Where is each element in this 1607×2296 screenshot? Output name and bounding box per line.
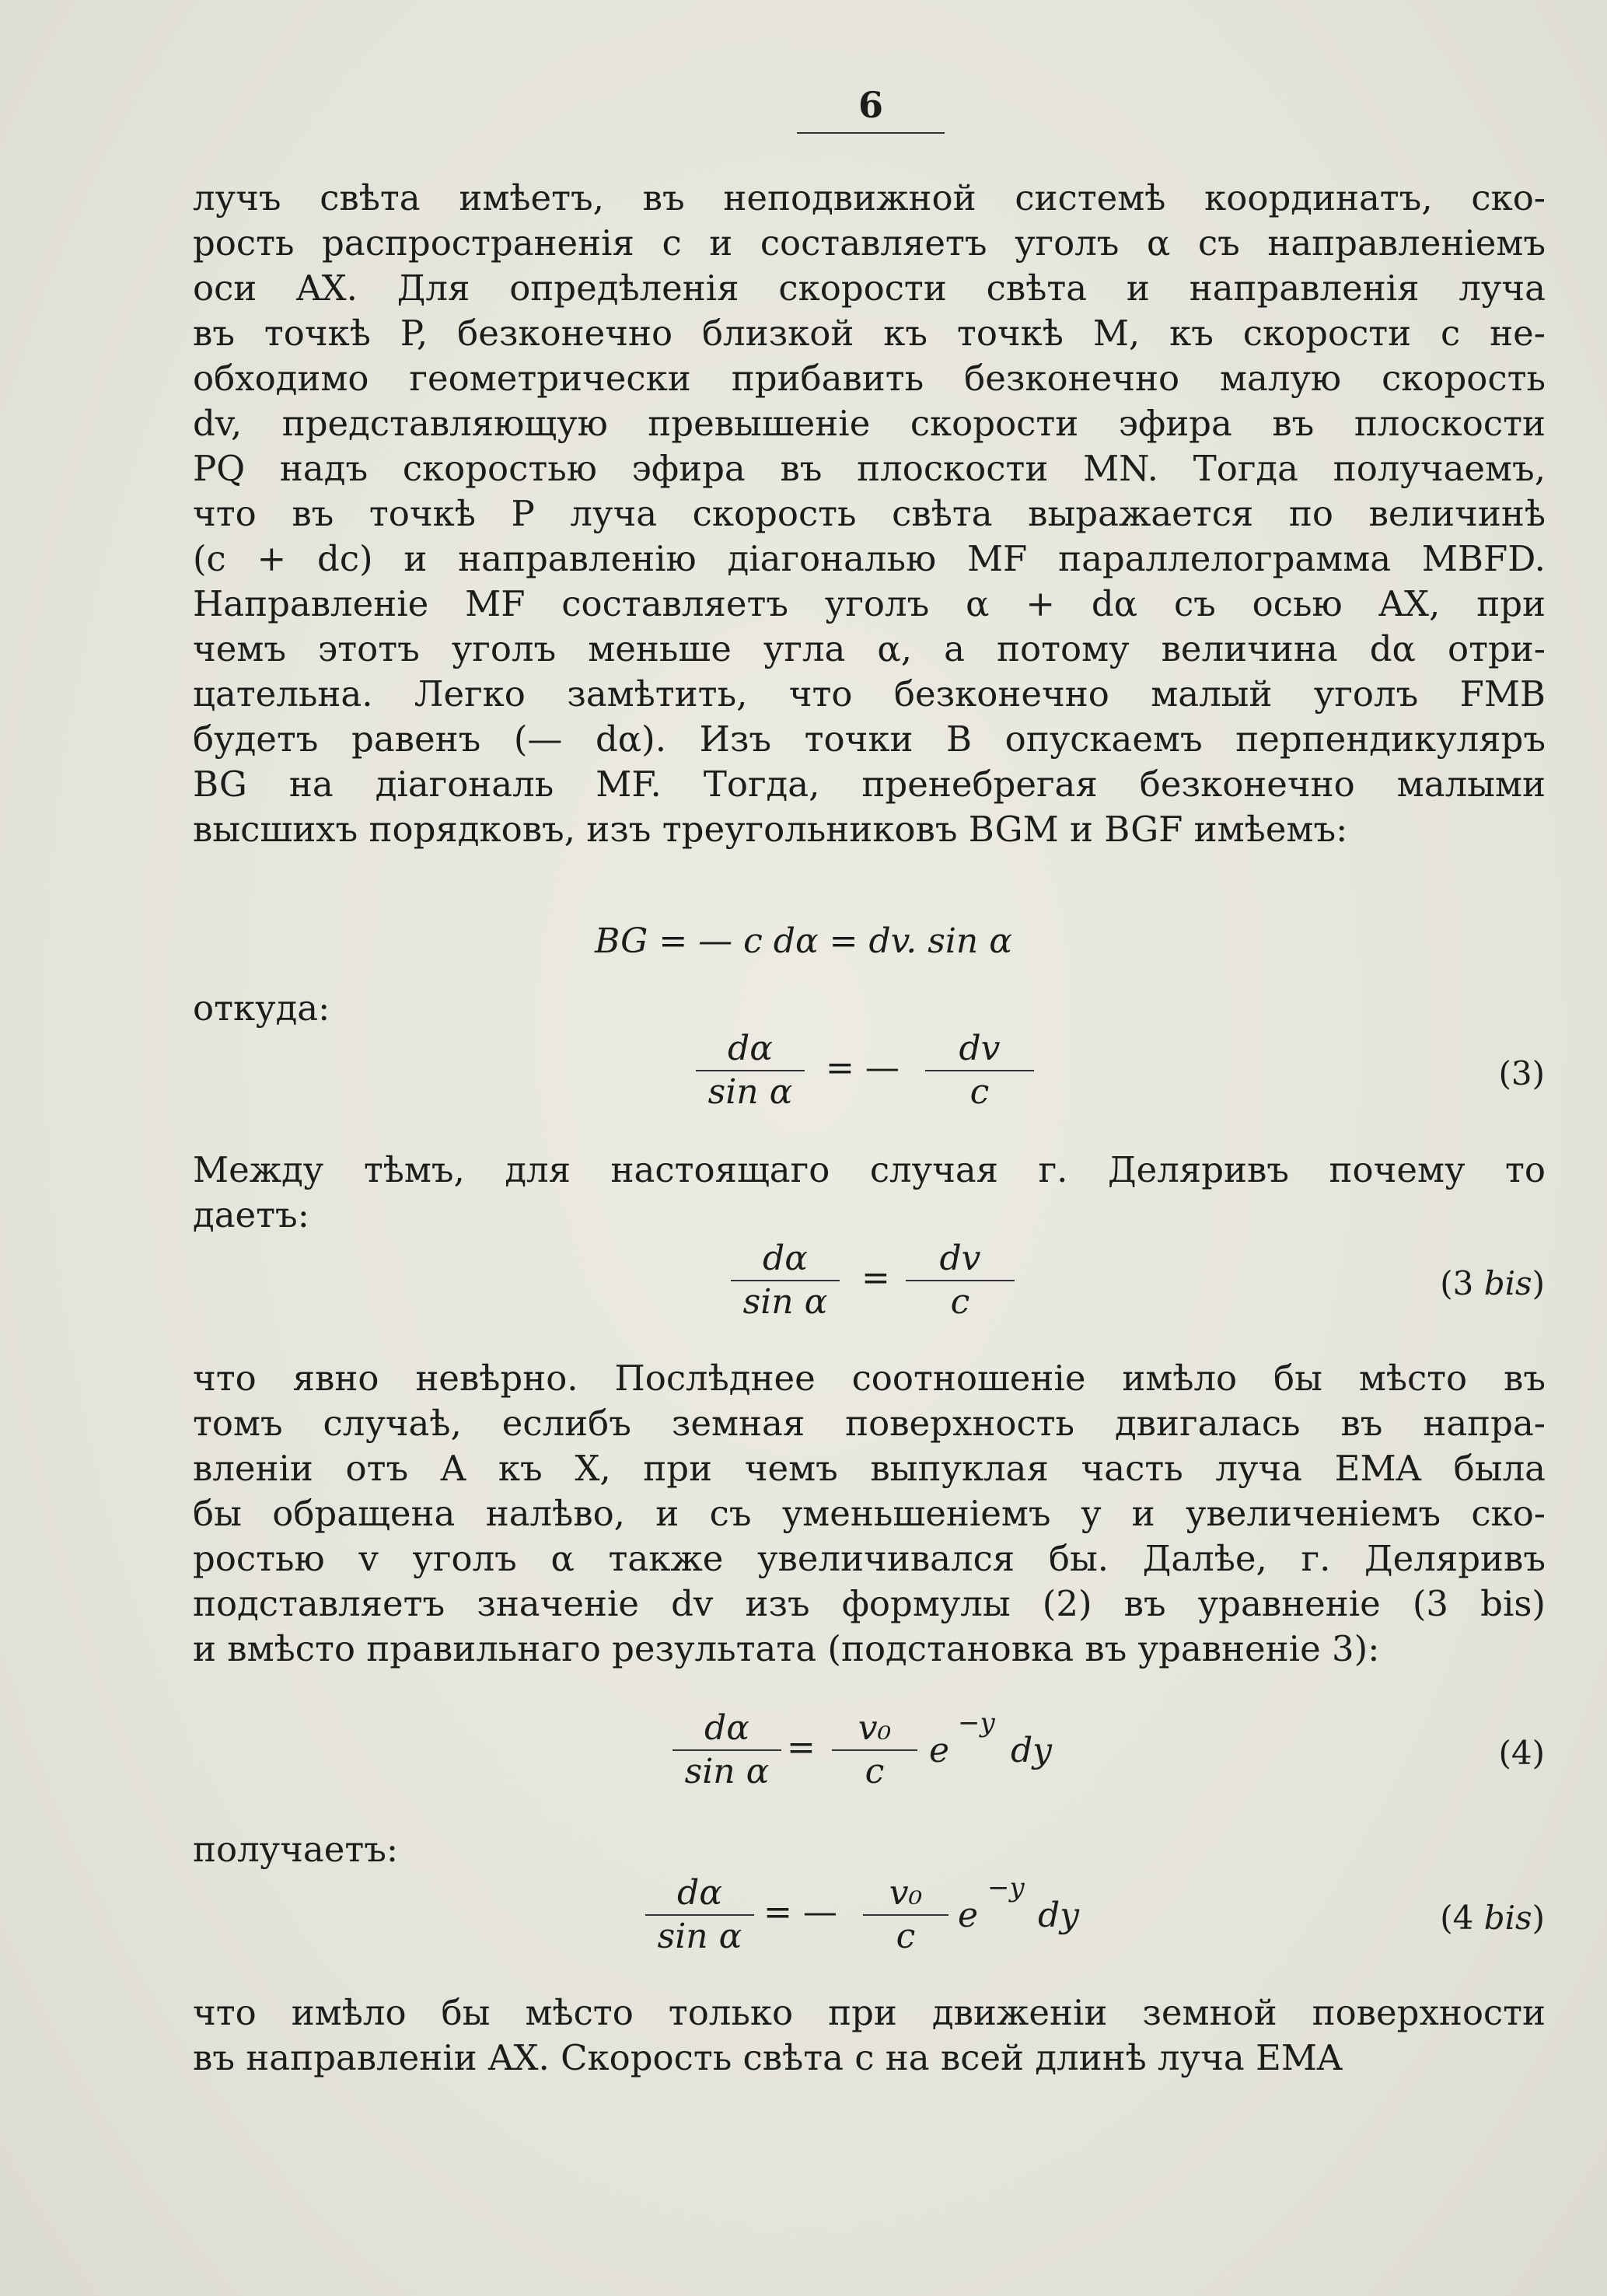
eq4bis-exp-base: e <box>958 1896 979 1935</box>
equation-3 <box>0 1028 1607 1129</box>
eq3bis-number: (3 bis) <box>1440 1264 1545 1302</box>
eq4-denominator-right: c <box>865 1752 885 1791</box>
eq4-right-fraction <box>832 1707 917 1793</box>
text-line: въ точкѣ P, безконечно близкой къ точкѣ M, къ скорости c не- <box>193 313 1546 354</box>
text-line: въ направленіи AX. Скорость свѣта c на всей длинѣ луча EMA <box>193 2037 1343 2078</box>
eq3bis-denominator-right: c <box>950 1282 970 1322</box>
eq3bis-left-fraction <box>731 1238 840 1323</box>
eq4-exponent: −y <box>958 1707 995 1739</box>
eq4bis-exponent: −y <box>987 1872 1025 1903</box>
paragraph-3 <box>193 1356 1546 1672</box>
text-line: бы обращена налѣво, и съ уменьшеніемъ y и увеличеніемъ ско- <box>193 1493 1546 1534</box>
text-line: чемъ этотъ уголъ меньше угла α, а потому величина dα отри- <box>193 628 1546 669</box>
eq4bis-number: (4 bis) <box>1440 1899 1545 1937</box>
text-line: цательна. Легко замѣтить, что безконечно малый уголъ FMB <box>193 673 1546 715</box>
text-line: подставляетъ значеніе dv изъ формулы (2) въ уравненіе (3 bis) <box>193 1583 1546 1624</box>
eq3-denominator-left: sin α <box>707 1072 793 1112</box>
text-line: даетъ: <box>193 1194 309 1235</box>
eq4bis-numerator-right: v₀ <box>889 1873 923 1913</box>
eq4bis-left-fraction <box>645 1872 754 1958</box>
text-line: и вмѣсто правильнаго результата (подстановка въ уравненіе 3): <box>193 1628 1380 1669</box>
eq4-numerator-left: dα <box>704 1708 749 1748</box>
text-line: Между тѣмъ, для настоящаго случая г. Деляривъ почему то <box>193 1149 1546 1190</box>
text-line: обходимо геометрически прибавить безконечно малую скорость <box>193 358 1546 399</box>
text-line: вленіи отъ A къ X, при чемъ выпуклая часть луча EMA была <box>193 1448 1546 1489</box>
paragraph-1 <box>193 176 1546 852</box>
eq3bis-numerator-right: dv <box>939 1239 981 1278</box>
eq4bis-denominator-left: sin α <box>657 1917 742 1956</box>
text-line: PQ надъ скоростью эфира въ плоскости MN. Тогда получаемъ, <box>193 448 1546 489</box>
text-line: высшихъ порядковъ, изъ треугольниковъ BGM и BGF имѣемъ: <box>193 809 1348 850</box>
eq3-numerator-left: dα <box>728 1029 773 1068</box>
label-otkuda: откуда: <box>193 987 330 1029</box>
equation-bg: BG = — c dα = dv. sin α <box>595 921 1012 961</box>
equation-3-bis <box>0 1238 1607 1339</box>
text-line: (c + dc) и направленію діагональю MF параллелограмма MBFD. <box>193 538 1546 579</box>
eq3bis-numerator-left: dα <box>763 1239 808 1278</box>
equation-4-bis <box>0 1872 1607 1973</box>
paragraph-4 <box>193 1990 1546 2081</box>
eq4-numerator-right: v₀ <box>858 1708 892 1748</box>
equation-4 <box>0 1707 1607 1808</box>
page-number-rule <box>797 132 945 134</box>
text-line: рость распространенія c и составляетъ уголъ α съ направленіемъ <box>193 222 1546 264</box>
text-line: BG на діагональ MF. Тогда, пренебрегая безконечно малыми <box>193 764 1546 805</box>
eq4bis-operator: = — <box>763 1892 837 1932</box>
eq3-numerator-right: dv <box>959 1029 1001 1068</box>
eq4-operator: = <box>787 1728 816 1767</box>
eq3-number: (3) <box>1498 1054 1545 1092</box>
text-line: что въ точкѣ P луча скорость свѣта выражается по величинѣ <box>193 493 1546 534</box>
text-line: будетъ равенъ (— dα). Изъ точки B опускаемъ перпендикуляръ <box>193 718 1546 760</box>
text-line: что имѣло бы мѣсто только при движеніи земной поверхности <box>193 1992 1546 2033</box>
eq3-denominator-right: c <box>969 1072 990 1112</box>
text-line: лучъ свѣта имѣетъ, въ неподвижной системѣ координатъ, ско- <box>193 177 1546 218</box>
eq4-dy: dy <box>1011 1731 1053 1770</box>
eq3-right-fraction <box>925 1028 1034 1113</box>
eq4-left-fraction <box>672 1707 781 1793</box>
page-number: 6 <box>858 84 883 126</box>
eq3bis-denominator-left: sin α <box>742 1282 828 1322</box>
eq3bis-operator: = <box>861 1258 890 1298</box>
text-line: оси AX. Для опредѣленія скорости свѣта и направленія луча <box>193 267 1546 309</box>
eq3-operator: = — <box>826 1048 900 1088</box>
text-line: томъ случаѣ, еслибъ земная поверхность двигалась въ напра- <box>193 1403 1546 1444</box>
text-line: dv, представляющую превышеніе скорости эфира въ плоскости <box>193 403 1546 444</box>
eq4-exp-base: e <box>929 1731 950 1770</box>
eq4bis-right-fraction <box>863 1872 948 1958</box>
eq4bis-numerator-left: dα <box>677 1873 722 1913</box>
eq4-number: (4) <box>1498 1734 1545 1772</box>
paragraph-2 <box>193 1148 1546 1238</box>
label-poluchaet: получаетъ: <box>193 1829 399 1870</box>
eq4bis-denominator-right: c <box>896 1917 916 1956</box>
eq4bis-dy: dy <box>1038 1896 1080 1935</box>
eq3-left-fraction <box>696 1028 805 1113</box>
text-line: Направленіе MF составляетъ уголъ α + dα съ осью AX, при <box>193 583 1546 624</box>
eq3bis-right-fraction <box>906 1238 1015 1323</box>
eq4-denominator-left: sin α <box>684 1752 770 1791</box>
text-line: ростью v уголъ α также увеличивался бы. Далѣе, г. Деляривъ <box>193 1538 1546 1579</box>
text-line: что явно невѣрно. Послѣднее соотношеніе имѣло бы мѣсто въ <box>193 1358 1546 1399</box>
